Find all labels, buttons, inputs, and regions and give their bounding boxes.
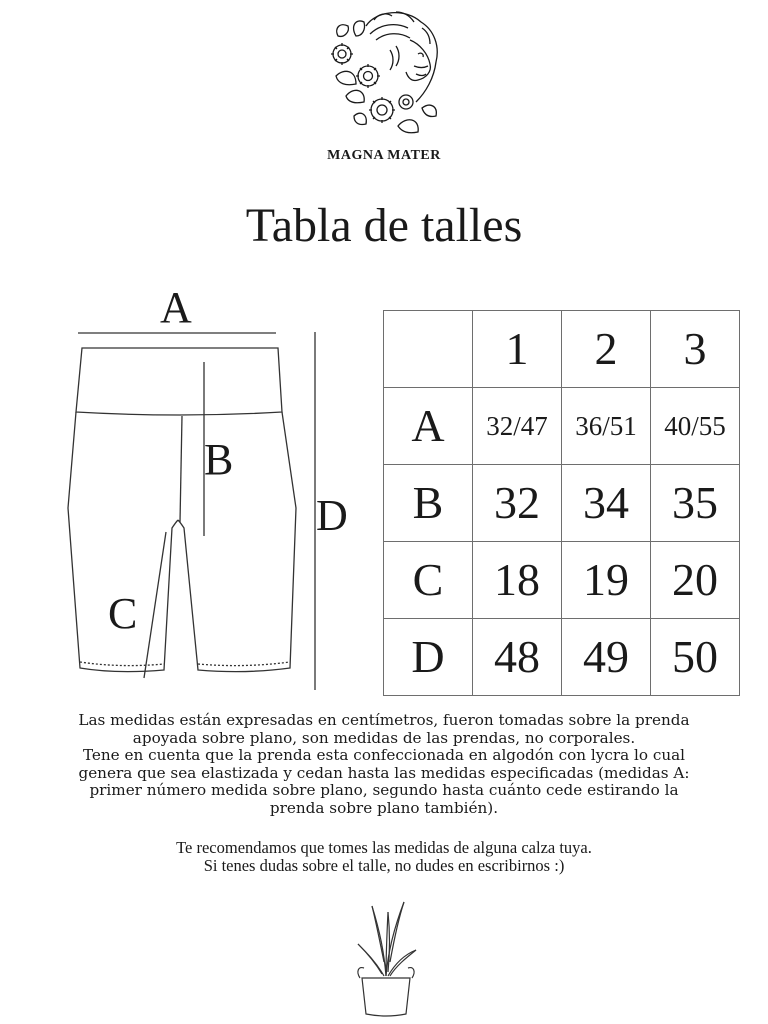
row-label-d: D bbox=[384, 619, 473, 696]
dimension-label-a: A bbox=[160, 283, 192, 332]
table-row bbox=[384, 542, 740, 619]
table-cell: 50 bbox=[651, 619, 740, 696]
waistband bbox=[76, 348, 282, 415]
table-cell: 18 bbox=[473, 542, 562, 619]
size-header-1: 1 bbox=[473, 311, 562, 388]
notes-line: Las medidas están expresadas en centímetros, fueron tomadas sobre la prenda bbox=[78, 711, 690, 729]
size-header-2: 2 bbox=[562, 311, 651, 388]
notes-line: Tene en cuenta que la prenda esta confeccionada en algodón con lycra lo cual bbox=[82, 746, 686, 764]
right-leg bbox=[178, 412, 296, 672]
table-cell: 20 bbox=[651, 542, 740, 619]
notes-line: genera que sea elastizada y cedan hasta las medidas especificadas (medidas A: bbox=[78, 763, 690, 782]
row-label-a: A bbox=[384, 388, 473, 465]
brand-name: MAGNA MATER bbox=[327, 148, 441, 163]
shorts-diagram bbox=[60, 278, 360, 698]
dimension-label-d: D bbox=[316, 491, 348, 540]
recommendation-line: Si tenes dudas sobre el talle, no dudes en escribirnos :) bbox=[203, 856, 565, 875]
table-cell: 48 bbox=[473, 619, 562, 696]
table-cell: 32 bbox=[473, 465, 562, 542]
table-header-row bbox=[384, 311, 740, 388]
notes-line: primer número medida sobre plano, segundo hasta cuánto cede estirando la bbox=[89, 781, 679, 799]
lion-with-flowers-icon bbox=[326, 6, 444, 142]
table-cell: 40/55 bbox=[651, 388, 740, 465]
table-row bbox=[384, 388, 740, 465]
size-table bbox=[383, 310, 740, 696]
table-cell: 49 bbox=[562, 619, 651, 696]
recommendation-line: Te recomendamos que tomes las medidas de alguna calza tuya. bbox=[176, 838, 592, 857]
dimension-label-c: C bbox=[108, 589, 138, 638]
measurement-notes bbox=[40, 712, 728, 817]
table-cell: 34 bbox=[562, 465, 651, 542]
table-row bbox=[384, 619, 740, 696]
recommendation-text bbox=[40, 839, 728, 875]
notes-line: apoyada sobre plano, son medidas de las prendas, no corporales. bbox=[132, 728, 636, 747]
row-label-b: B bbox=[384, 465, 473, 542]
measure-line-c bbox=[144, 532, 166, 678]
row-label-c: C bbox=[384, 542, 473, 619]
table-cell: 36/51 bbox=[562, 388, 651, 465]
dimension-label-b: B bbox=[204, 435, 234, 484]
potted-plant-icon bbox=[350, 892, 422, 1020]
table-corner-cell bbox=[384, 311, 473, 388]
size-header-3: 3 bbox=[651, 311, 740, 388]
table-cell: 19 bbox=[562, 542, 651, 619]
table-row bbox=[384, 465, 740, 542]
table-cell: 35 bbox=[651, 465, 740, 542]
notes-line: prenda sobre plano también). bbox=[269, 798, 499, 817]
page-title: Tabla de talles bbox=[245, 199, 523, 252]
table-cell: 32/47 bbox=[473, 388, 562, 465]
